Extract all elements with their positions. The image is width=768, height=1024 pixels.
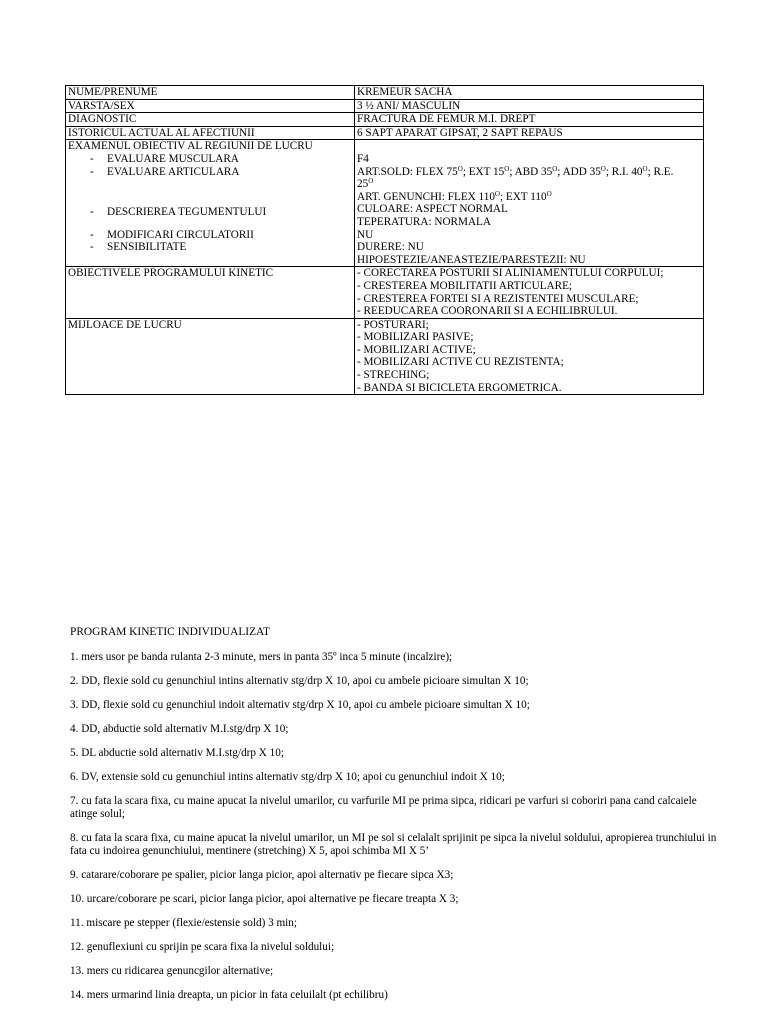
- program-step: 14. mers urmarind linia dreapta, un picior in fata celuilalt (pt echilibru): [70, 989, 388, 1001]
- list-item: - CORECTAREA POSTURII SI ALINIAMENTULUI CORPULUI;: [357, 267, 664, 280]
- list-item: - REEDUCAREA COORONARII SI A ECHILIBRULUI.: [357, 305, 618, 318]
- program-step: 6. DV, extensie sold cu genunchiul intins alternativ stg/drp X 10; apoi cu genunchiul indoit X 10;: [70, 771, 505, 783]
- list-item: - MOBILIZARI PASIVE;: [357, 331, 474, 344]
- table-row-obiective: [66, 267, 704, 318]
- program-step: 2. DD, flexie sold cu genunchiul intins alternativ stg/drp X 10, apoi cu ambele picioare simultan X 10;: [70, 675, 529, 687]
- program-step: 8. cu fata la scara fixa, cu maine apucat la nivelul umarilor, un MI pe sol si celalalt sprijinit pe sipca la nivelul soldului, apropierea trunchiului in fata cu indoirea genunchiului, mentinere (stretching) X 5, apoi schimba MI X 5’: [70, 832, 717, 857]
- table-row-exam: [66, 140, 704, 267]
- program-step: 3. DD, flexie sold cu genunchiul indoit alternativ stg/drp X 10, apoi cu ambele picioare simultan X 10;: [70, 699, 530, 711]
- table-row: [66, 86, 704, 100]
- value-durere: DURERE: NU: [357, 241, 424, 254]
- list-item: - MOBILIZARI ACTIVE;: [357, 343, 476, 356]
- value-temperatura: TEPERATURA: NORMALA: [357, 215, 491, 228]
- list-item: - CRESTEREA FORTEI SI A REZISTENTEI MUSCULARE;: [357, 292, 639, 305]
- value-art-sold: ART.SOLD: FLEX $75^O$; EXT $15^O$; ABD $35^O$; ADD $35^O$; R.I. $40^O$; R.E. $25^O$: [357, 164, 674, 191]
- list-item: - MOBILIZARI ACTIVE CU REZISTENTA;: [357, 356, 564, 369]
- program-step: 11. miscare pe stepper (flexie/estensie sold) 3 min;: [70, 917, 297, 929]
- program-section: [70, 626, 720, 1013]
- program-step: 1. mers usor pe banda rulanta 2-3 minute, mers in panta 35º inca 5 minute (incalzire);: [70, 651, 453, 663]
- list-item: - CRESTEREA MOBILITATII ARTICULARE;: [357, 279, 573, 292]
- exam-item-tegument: - DESCRIEREA TEGUMENTULUI: [68, 206, 352, 219]
- exam-item-circulator: - MODIFICARI CIRCULATORII: [68, 229, 352, 242]
- list-item: - BANDA SI BICICLETA ERGOMETRICA.: [357, 381, 562, 394]
- row-label: VARSTA/SEX: [66, 99, 355, 113]
- row-value: 3 ½ ANI/ MASCULIN: [355, 99, 704, 113]
- row-value: FRACTURA DE FEMUR M.I. DREPT: [355, 113, 704, 127]
- list-item: - POSTURARI;: [357, 318, 429, 331]
- mijloace-list: [355, 318, 704, 395]
- table-row: [66, 113, 704, 127]
- table-row-mijloace: [66, 318, 704, 395]
- row-value: 6 SAPT APARAT GIPSAT, 2 SAPT REPAUS: [355, 126, 704, 140]
- row-label: ISTORICUL ACTUAL AL AFECTIUNII: [66, 126, 355, 140]
- program-step: 4. DD, abductie sold alternativ M.I.stg/drp X 10;: [70, 723, 289, 735]
- program-title: PROGRAM KINETIC INDIVIDUALIZAT: [70, 626, 270, 638]
- program-step: 7. cu fata la scara fixa, cu maine apucat la nivelul umarilor, cu varfurile MI pe prima sipca, ridicari pe varfuri si coboriri pana cand calcaiele atinge solul;: [70, 795, 697, 820]
- exam-item-articular: - EVALUARE ARTICULARA: [68, 166, 352, 179]
- value-circulator: NU: [357, 228, 374, 241]
- value-muscular: F4: [357, 152, 369, 165]
- mijloace-label: MIJLOACE DE LUCRU: [66, 318, 355, 395]
- exam-label-cell: [66, 140, 355, 267]
- obiective-list: [355, 267, 704, 318]
- exam-label: EXAMENUL OBIECTIV AL REGIUNII DE LUCRU: [68, 140, 313, 153]
- obiective-label: OBIECTIVELE PROGRAMULUI KINETIC: [66, 267, 355, 318]
- row-value: KREMEUR SACHA: [355, 86, 704, 100]
- table-row: [66, 126, 704, 140]
- program-step: 13. mers cu ridicarea genuncgilor alternative;: [70, 965, 274, 977]
- value-hipoestezie: HIPOESTEZIE/ANEASTEZIE/PARESTEZII: NU: [357, 253, 586, 266]
- value-art-genunchi: ART. GENUNCHI: FLEX $110^O$; EXT $110^O$: [357, 189, 552, 203]
- exam-values-cell: [355, 140, 704, 267]
- program-step: 12. genuflexiuni cu sprijin pe scara fixa la nivelul soldului;: [70, 941, 335, 953]
- row-label: NUME/PRENUME: [66, 86, 355, 100]
- exam-item-muscular: - EVALUARE MUSCULARA: [68, 153, 352, 166]
- program-step: 9. catarare/coborare pe spalier, picior langa picior, apoi alternativ pe fiecare sipca X3;: [70, 869, 454, 881]
- list-item: - STRECHING;: [357, 369, 430, 382]
- program-step: 10. urcare/coborare pe scari, picior langa picior, apoi alternative pe fiecare treapta X 3;: [70, 893, 459, 905]
- value-culoare: CULOARE: ASPECT NORMAL: [357, 203, 508, 216]
- program-step: 5. DL abductie sold alternativ M.I.stg/drp X 10;: [70, 747, 284, 759]
- patient-sheet-table: [65, 85, 704, 395]
- exam-item-sensibilitate: - SENSIBILITATE: [68, 241, 352, 254]
- row-label: DIAGNOSTIC: [66, 113, 355, 127]
- table-row: [66, 99, 704, 113]
